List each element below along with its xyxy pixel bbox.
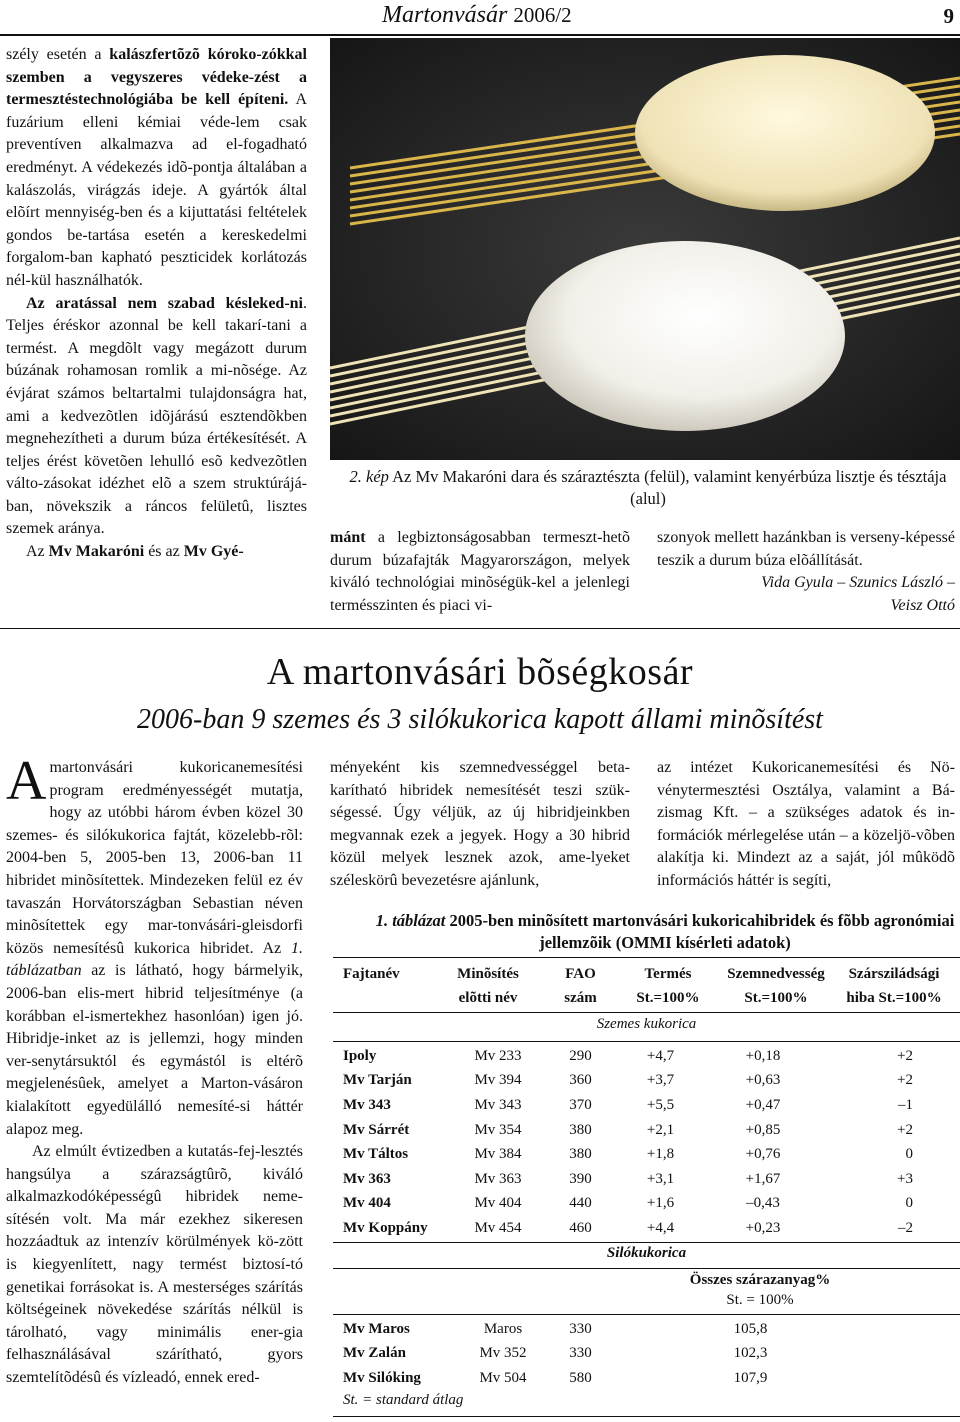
table-cell: Mv 404 [343, 1195, 391, 1212]
table-cell: 380 [569, 1121, 592, 1138]
table-cell: +0,23 [745, 1219, 781, 1236]
article-title: A martonvásári bõségkosár [266, 651, 694, 693]
th-szemnedvesseg: Szemnedvesség St.=100% [727, 966, 825, 1006]
table-cell: Mv Zalán [343, 1345, 406, 1362]
table-cell: 105,8 [733, 1320, 768, 1337]
table-cell: +3,7 [646, 1072, 675, 1089]
section-rule [333, 1041, 960, 1042]
table-cell: 330 [569, 1320, 592, 1337]
table-row [343, 1093, 953, 1118]
table-cell: Mv 504 [479, 1369, 527, 1386]
table-cell: Mv 233 [474, 1047, 522, 1064]
table-cell: +0,76 [745, 1146, 781, 1163]
table-cell: Mv Sárrét [343, 1121, 410, 1138]
table-header-rule [333, 1012, 960, 1013]
table-cell: 0 [905, 1146, 913, 1163]
table-cell: Ipoly [343, 1047, 377, 1064]
table-cell: +2 [897, 1072, 913, 1089]
table-cell: 107,9 [733, 1369, 768, 1386]
table-top-rule [333, 957, 960, 958]
table-cell: Maros [483, 1320, 523, 1337]
table-cell: Mv Maros [343, 1320, 410, 1337]
table-cell: +4,4 [646, 1219, 675, 1236]
table-cell: Mv 343 [343, 1096, 391, 1113]
photo-caption: 2. kép Az Mv Makaróni dara és száraztészta (felül), valamint kenyérbúza lisztje és tésztája (alul) [349, 467, 947, 508]
table-cell: Mv Táltos [343, 1146, 409, 1163]
table-row [343, 1044, 953, 1069]
table-cell: 380 [569, 1146, 592, 1163]
table-bottom-rule [333, 1416, 960, 1417]
table-cell: Mv 454 [474, 1219, 522, 1236]
author-line-2: Veisz Ottó [890, 596, 955, 614]
table-row [343, 1167, 953, 1192]
table-row [343, 1118, 953, 1143]
table-cell: 0 [905, 1195, 913, 1212]
header-rule [0, 34, 960, 36]
table-cell: +0,47 [745, 1096, 781, 1113]
table-silo [343, 1317, 883, 1391]
table-cell: +4,7 [646, 1047, 675, 1064]
table-cell: 440 [569, 1195, 592, 1212]
article-subtitle: 2006-ban 9 szemes és 3 silókukorica kapott állami minõsítést [137, 704, 823, 735]
table-cell: Mv Tarján [343, 1072, 412, 1089]
table-cell: +3,1 [646, 1170, 675, 1187]
table-row [343, 1342, 883, 1367]
table-cell: +0,63 [745, 1072, 781, 1089]
table-row [343, 1317, 883, 1342]
table-cell: 102,3 [733, 1345, 768, 1362]
table-cell: Mv Silóking [343, 1369, 421, 1386]
table-cell: +1,6 [646, 1195, 675, 1212]
table-cell: 330 [569, 1345, 592, 1362]
page-number: 9 [943, 4, 954, 28]
table-cell: +2 [897, 1047, 913, 1064]
table-cell: Mv 394 [474, 1072, 522, 1089]
author-line-1: Vida Gyula – Szunics László – [761, 574, 955, 592]
table-cell: Mv 384 [474, 1146, 522, 1163]
table-cell: –1 [898, 1096, 913, 1113]
photo-pasta-flour [330, 38, 960, 460]
table-cell: Mv 363 [474, 1170, 522, 1187]
table-cell: +0,18 [745, 1047, 781, 1064]
table-cell: –0,43 [746, 1195, 780, 1212]
table-cell: 370 [569, 1096, 592, 1113]
table-cell: +0,85 [745, 1121, 781, 1138]
drop-cap: A [6, 750, 47, 812]
th-minosites: Minõsítés elõtti név [457, 966, 519, 1006]
table-cell: 580 [569, 1369, 592, 1386]
silo-subheader-1: Összes szárazanyag% [689, 1272, 831, 1288]
table-cell: Mv 354 [474, 1121, 522, 1138]
left-column: szély esetén a kalászfertõzõ kóroko-zókkal szemben a vegyszeres védeke-zést a termesztéstechnológiába be kell építeni. A fuzárium elleni kémiai véde-lem csak preventíven alkalmazva ad el-fogadható eredményt. A védekezés idõ-pontja általában a kalászolás, virágzás ideje. A gyártók által elõírt mennyiség-ben és a kijuttatási feltételek gondos be-tartása esetén a kereskedelmi forgalom-ban kapható peszticidek korlátozás nél-kül használhatók. Az aratással nem szabad késleked-ni. Teljes éréskor azonnal be kell takarí-tani a termést. A megdõlt vagy megázott durum búzának rohamosan romlik a mi-nõsége. Az évjárat számos beltartalmi tulajdonságra hat, ami a kedvezõtlen idõjárású esztendõkben megnehezítheti a durum búza értékesítését. A teljes érést követõen lehulló esõ kedvezõtlen válto-zásokat idézhet elõ a szem struktúrájá-ban, növekszik a ráncos felületû, lisztes szemek aránya. Az Mv Makaróni és az Mv Gyé- [6, 46, 308, 561]
th-fajtanev: Fajtanév [343, 966, 400, 982]
table-cell: Mv 363 [343, 1170, 391, 1187]
table-caption: 1. táblázat 2005-ben minõsített martonvásári kukoricahibridek és fõbb agronómiai jellemzõik (OMMI kísérleti adatok) [375, 911, 955, 952]
table-row [343, 1192, 953, 1217]
table-cell: Mv 404 [474, 1195, 522, 1212]
table-cell: 390 [569, 1170, 592, 1187]
table-cell: 460 [569, 1219, 592, 1236]
table-cell: Mv 343 [474, 1096, 522, 1113]
section-rule [333, 1242, 960, 1243]
table-cell: +1,67 [745, 1170, 781, 1187]
table-row [343, 1366, 883, 1391]
table-row [343, 1216, 953, 1241]
th-fao: FAO szám [564, 966, 597, 1006]
table-cell: +5,5 [646, 1096, 675, 1113]
table-row [343, 1142, 953, 1167]
middle-column: mánt a legbiztonságosabban termeszt-hetõ durum búzafajták Magyarországon, melyek kiváló technológiai minõségük-kel a jelenlegi termésszinten és piaci vi- [330, 529, 630, 614]
section-rule [333, 1268, 960, 1269]
table-cell: Mv Koppány [343, 1219, 428, 1236]
table-cell: –2 [898, 1219, 913, 1236]
table-cell: Mv 352 [479, 1345, 527, 1362]
table-cell: 360 [569, 1072, 592, 1089]
table-cell: 290 [569, 1047, 592, 1064]
article-column-3: az intézet Kukoricanemesítési és Nö-vénytermesztési Osztálya, valamint a Bá-zismag Kft. – a szükséges adatok és in-formációk mérlegelése után – a közeljö-võben alakítja ki. Mindezt az a saját, jól mûködõ információs háttér is segíti, [657, 759, 955, 889]
table-section-szemes: Szemes kukorica [596, 1016, 697, 1032]
table-cell: +3 [897, 1170, 913, 1187]
section-rule [333, 1314, 960, 1315]
table-section-silo: Silókukorica [606, 1245, 687, 1261]
section-divider [0, 628, 960, 629]
magazine-title: Martonvásár 2006/2 [382, 2, 572, 28]
table-cell: +2,1 [646, 1121, 675, 1138]
th-termes: Termés St.=100% [636, 966, 700, 1006]
right-column: szonyok mellett hazánkban is verseny-képessé teszik a durum búza elõállítását. Vida Gyula – Szunics László – Veisz Ottó [657, 527, 955, 617]
table-row [343, 1069, 953, 1094]
issue-number: 2006/2 [513, 3, 572, 27]
article-column-1: Amartonvásári kukoricanemesítési program eredményességét mutatja, hogy az utóbbi három évben közel 30 szemes- és silókukorica fajtát, közelebb-rõl: 2004-ben 5, 2005-ben 13, 2006-ban 11 hibridet minõsítettek. Mindezeken felül ez év tavaszán Horvátországban Sebastian néven minõsítettek egy mar-tonvásári-gleisdorfi közös nemesítésû kukorica hibridet. Az 1. táblázatban az is látható, hogy bármelyik, 2006-ban elis-mert hibrid teljesítménye (a korábban el-ismertekhez hasonlóan) igen jó. Hibridje-inket az is jellemzi, hogy minden ver-senytársuktól és egymástól is eltérõ megjelenésûek, amelyet a Marton-vásáron kialakított egyedülálló nemesíté-si háttér alapoz meg. Az elmúlt évtizedben a kutatás-fej-lesztés hangsúlya a szárazságtûrõ, kiváló alkalmazkodóképességû hibridek neme-sítésén volt. Ma már ezekhez sikeresen hozzáadtuk az intenzív körülmények kö-zött is kiegyenlített, nagy termést biztosí-tó genetikai forrásokat is. A mesterséges szárítás költségeinek növekedése szárítás nélkül is tárolható, vagy minimális ener-gia felhasználásával szárítható, gyors szemtelítõdésû és vízleadó, ennek ered- [6, 750, 303, 1387]
table-cell: +2 [897, 1121, 913, 1138]
silo-subheader-2: St. = 100% [726, 1292, 794, 1308]
table-cell: +1,8 [646, 1146, 675, 1163]
th-szarszilardsag: Szársziládsági hiba St.=100% [846, 966, 942, 1006]
table-footnote: St. = standard átlag [343, 1392, 464, 1408]
table-szemes [343, 1044, 953, 1241]
article-column-2: ményeként kis szemnedvességgel beta-karítható hibridek nemesítését teszi szük-ségessé. Úgy véljük, az új hibridjeinkben megvannak ezek a jegyek. Hogy a 30 hibrid közül melyek lesznek azok, ame-lyeket széleskörû bevezetésre ajánlunk, [330, 759, 630, 889]
